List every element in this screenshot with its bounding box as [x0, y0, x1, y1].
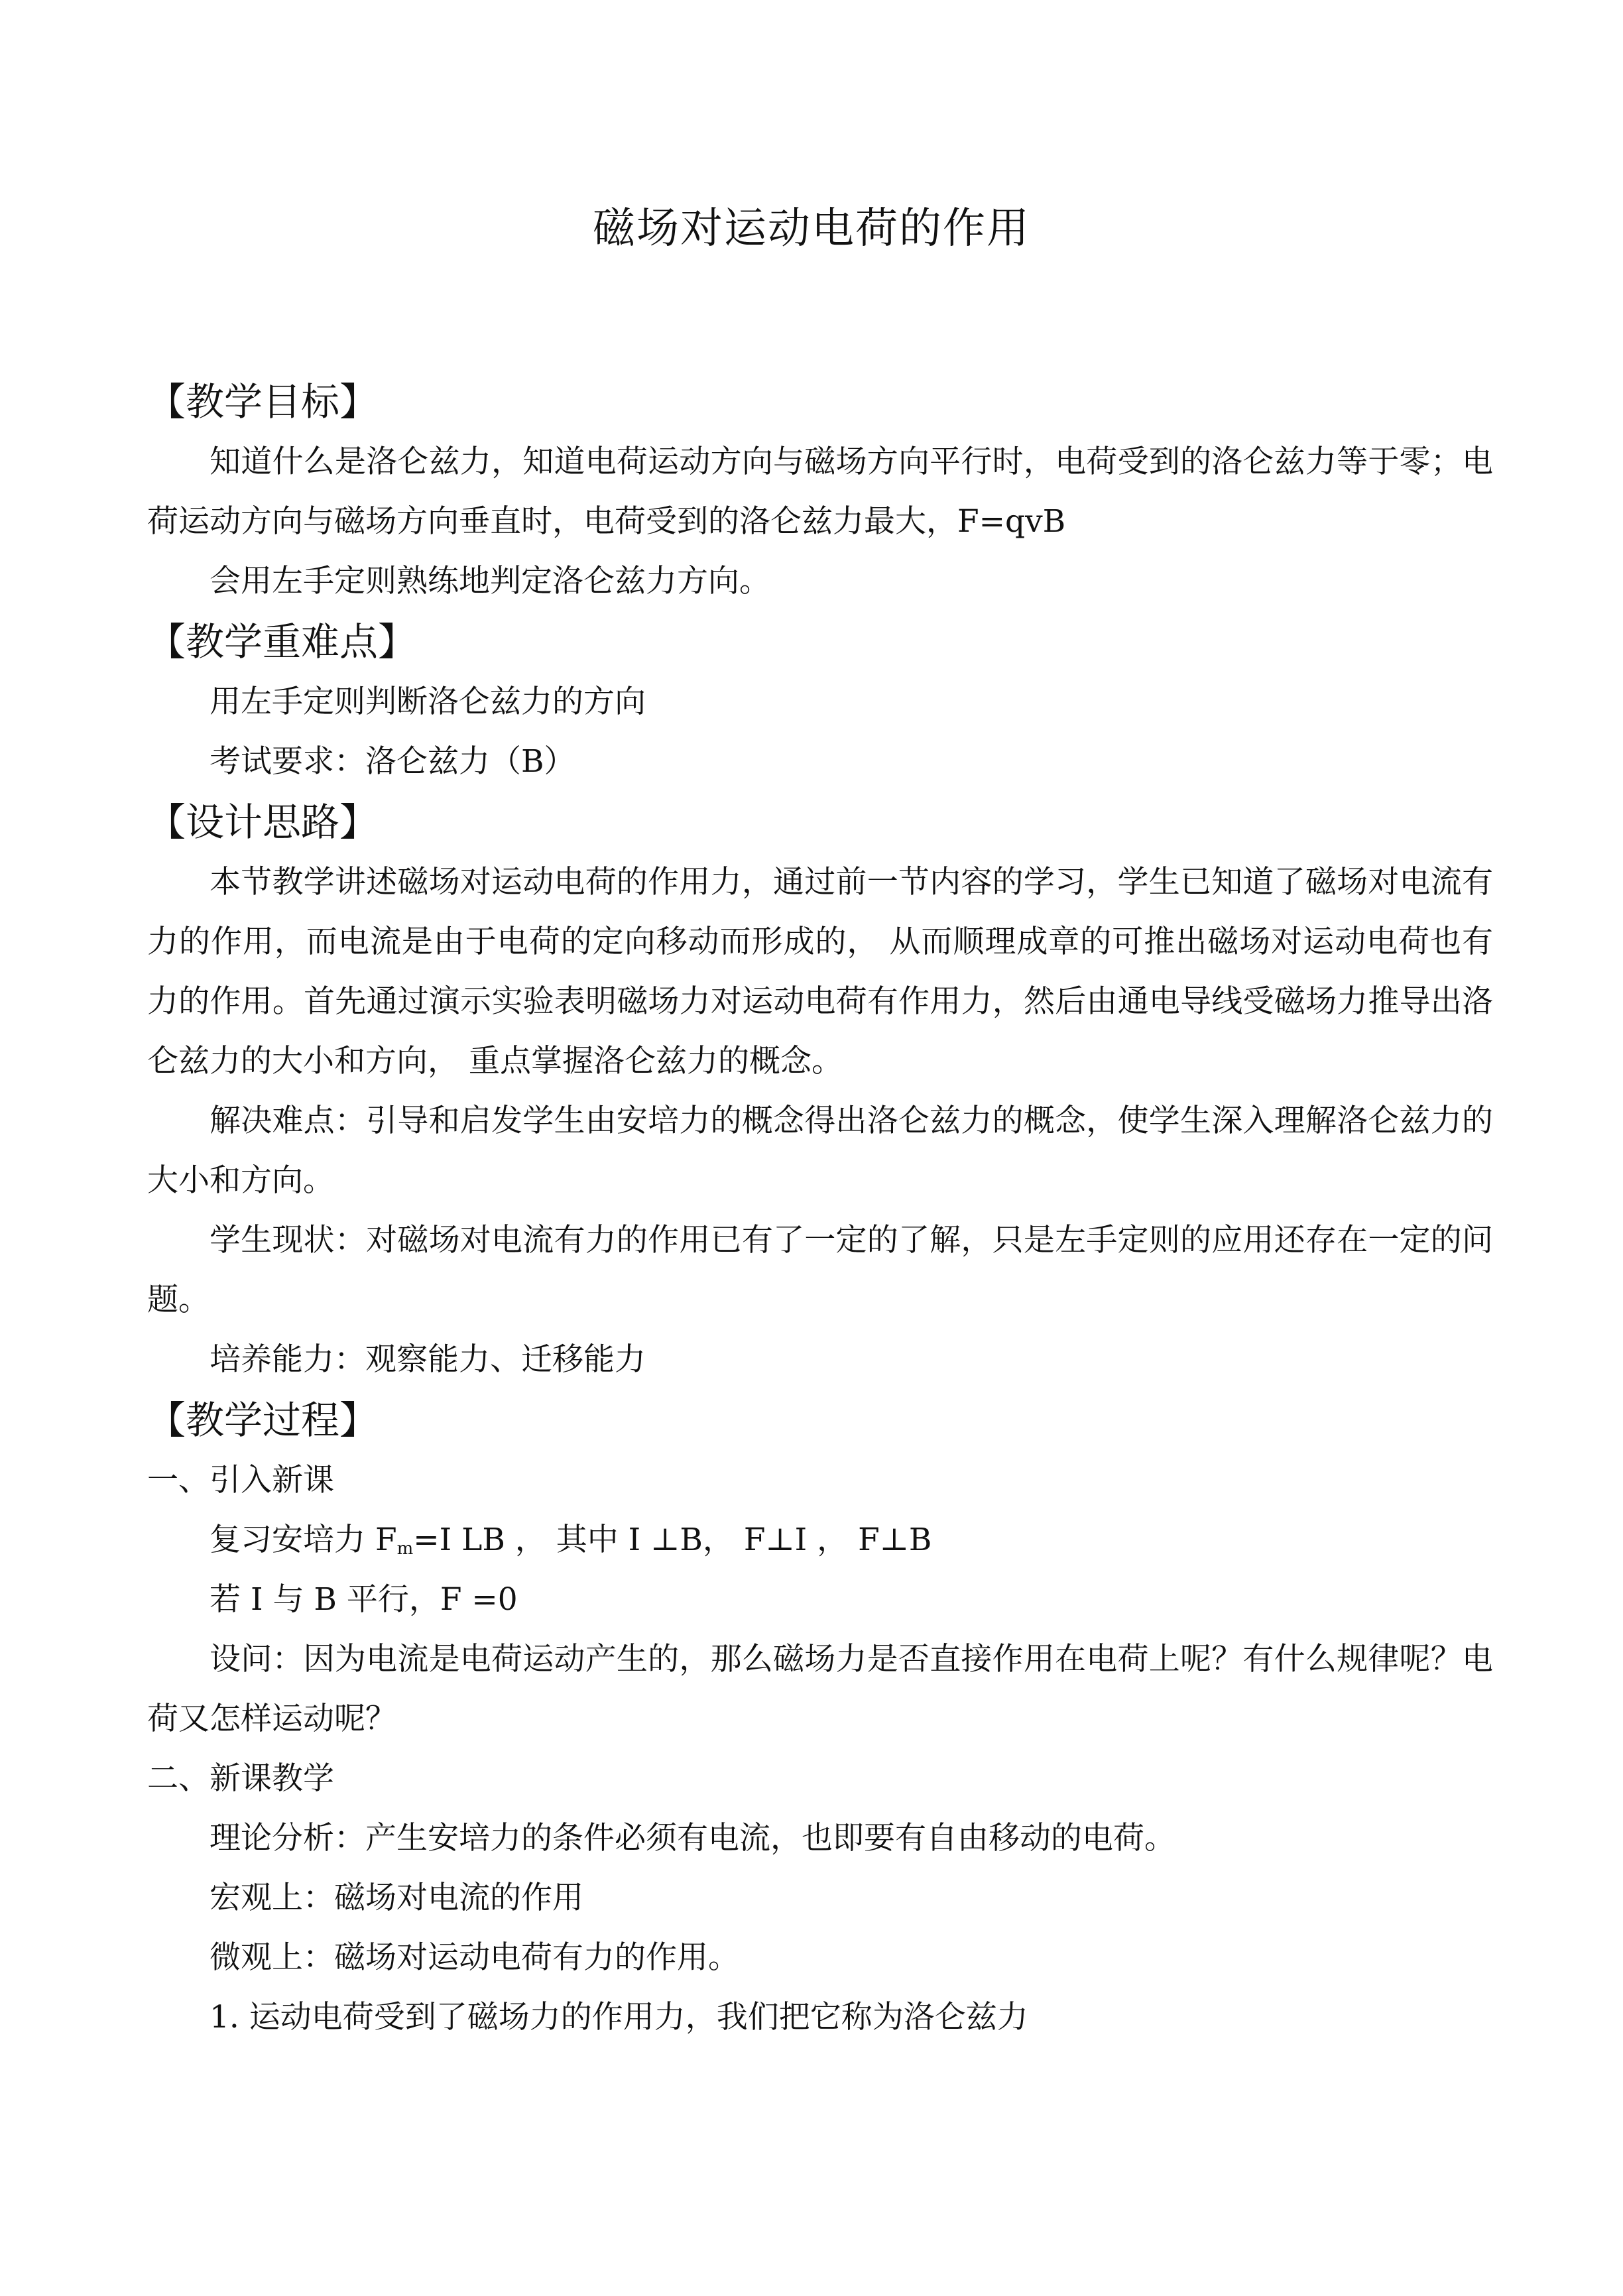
section-heading-process: 【教学过程】: [147, 1398, 379, 1443]
ampere-force-formula: [147, 1510, 1493, 1570]
parallel-condition-line: 若 I 与 B 平行，F =0: [210, 1581, 518, 1618]
document-body: [147, 371, 1493, 2047]
macro-view-line: 宏观上：磁场对电流的作用: [210, 1880, 583, 1916]
keypoints-paragraph-2: 考试要求：洛仑兹力（B）: [210, 743, 575, 780]
question-paragraph: 设问：因为电流是电荷运动产生的，那么磁场力是否直接作用在电荷上呢？有什么规律呢？电荷又怎样运动呢？: [147, 1641, 1493, 1737]
micro-view-line: 微观上：磁场对运动电荷有力的作用。: [210, 1939, 739, 1976]
process-part2-heading: 二、新课教学: [147, 1760, 334, 1797]
goals-paragraph-2: 会用左手定则熟练地判定洛仑兹力方向。: [210, 563, 770, 599]
process-part1-heading: 一、引入新课: [147, 1462, 334, 1498]
section-heading-keypoints: 【教学重难点】: [147, 619, 417, 664]
formula-subscript: m: [396, 1539, 414, 1559]
goals-paragraph-1: 知道什么是洛仑兹力，知道电荷运动方向与磁场方向平行时，电荷受到的洛仑兹力等于零；电荷运动方向与磁场方向垂直时，电荷受到的洛仑兹力最大，F=qvB: [147, 444, 1493, 540]
section-heading-design: 【设计思路】: [147, 800, 379, 845]
design-paragraph-2: 解决难点：引导和启发学生由安培力的概念得出洛仑兹力的概念，使学生深入理解洛仑兹力的大小和方向。: [147, 1103, 1493, 1199]
design-paragraph-3: 学生现状：对磁场对电流有力的作用已有了一定的了解，只是左手定则的应用还存在一定的问题。: [147, 1222, 1493, 1318]
document-title: 磁场对运动电荷的作用: [593, 204, 1030, 253]
section-heading-goals: 【教学目标】: [147, 379, 379, 424]
design-paragraph-4: 培养能力：观察能力、迁移能力: [210, 1341, 646, 1378]
design-paragraph-1: 本节教学讲述磁场对运动电荷的作用力，通过前一节内容的学习，学生已知道了磁场对电流有力的作用，而电流是由于电荷的定向移动而形成的， 从而顺理成章的可推出磁场对运动电荷也有力的作用。首先通过演示实验表明磁场力对运动电荷有作用力，然后由通电导线受磁场力推导出洛仑兹力的大小和方向， 重点掌握洛仑兹力的概念。: [147, 864, 1493, 1079]
theory-analysis-line: 理论分析：产生安培力的条件必须有电流，也即要有自由移动的电荷。: [210, 1820, 1175, 1856]
formula-prefix: 复习安培力 F: [210, 1522, 397, 1558]
formula-rest: =I LB ， 其中 I ⊥B， F⊥I ， F⊥B: [413, 1522, 932, 1558]
keypoints-paragraph-1: 用左手定则判断洛仑兹力的方向: [210, 684, 646, 720]
lorentz-force-definition-line: 1. 运动电荷受到了磁场力的作用力，我们把它称为洛仑兹力: [210, 1999, 1028, 2035]
